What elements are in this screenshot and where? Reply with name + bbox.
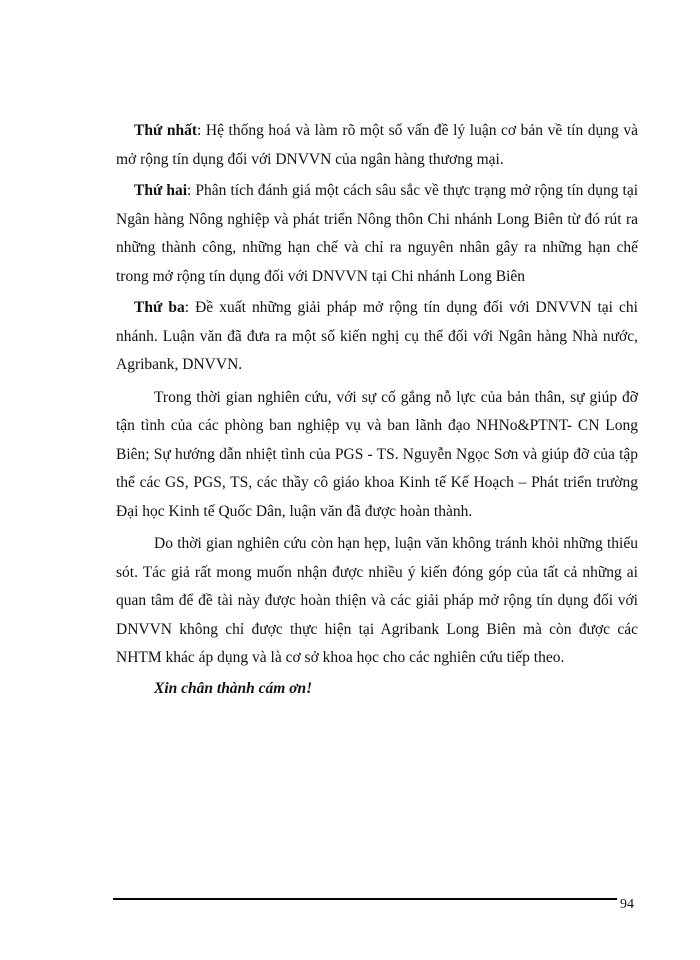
page-body — [116, 117, 638, 703]
paragraph-label: Thứ nhất — [134, 122, 197, 139]
paragraph-text: : Phân tích đánh giá một cách sâu sắc về thực trạng mở rộng tín dụng tại Ngân hàng Nông nghiệp và phát triển Nông thôn Chi nhánh Long Biên từ đó rút ra những thành công, những hạn chế và chỉ ra nguyên nhân gây ra những hạn chế trong mở rộng tín dụng đối với DNVVN tại Chi nhánh Long Biên — [116, 182, 639, 285]
page-number: 94 — [620, 897, 634, 912]
paragraph-third-objective — [116, 294, 638, 380]
paragraph-first-objective — [116, 117, 638, 174]
paragraph-text: Trong thời gian nghiên cứu, với sự cố gắng nỗ lực của bản thân, sự giúp đỡ tận tình của các phòng ban nghiệp vụ và ban lãnh đạo NHNo&PTNT- CN Long Biên; Sự hướng dẫn nhiệt tình của PGS - TS. Nguyễn Ngọc Sơn và giúp đỡ của tập thể các GS, PGS, TS, các thầy cô giáo khoa Kinh tế Kế Hoạch – Phát triển trường Đại học Kinh tế Quốc Dân, luận văn đã được hoàn thành. — [116, 388, 638, 520]
paragraph-limitations — [116, 530, 638, 673]
paragraph-text: : Đề xuất những giải pháp mở rộng tín dụng đối với DNVVN tại chi nhánh. Luận văn đã đưa ra một số kiến nghị cụ thể đối với Ngân hàng Nhà nước, Agribank, DNVVN. — [116, 299, 638, 373]
paragraph-acknowledgement — [116, 384, 638, 527]
footer-divider — [113, 898, 617, 900]
paragraph-text: : Hệ thống hoá và làm rõ một số vấn đề lý luận cơ bản về tín dụng và mở rộng tín dụng đối với DNVVN của ngân hàng thương mại. — [116, 122, 638, 168]
paragraph-text: Do thời gian nghiên cứu còn hạn hẹp, luận văn không tránh khỏi những thiếu sót. Tác giả rất mong muốn nhận được nhiều ý kiến đóng góp của tất cả những ai quan tâm để đề tài này được hoàn thiện và các giải pháp mở rộng tín dụng đối với DNVVN không chỉ được thực hiện tại Agribank Long Biên mà còn được các NHTM khác áp dụng và là cơ sở khoa học cho các nghiên cứu tiếp theo. — [116, 535, 638, 666]
paragraph-second-objective — [116, 177, 638, 291]
paragraph-label: Thứ ba — [134, 299, 185, 316]
paragraph-label: Thứ hai — [134, 182, 188, 199]
closing-thanks: Xin chân thành cám ơn! — [154, 679, 313, 697]
